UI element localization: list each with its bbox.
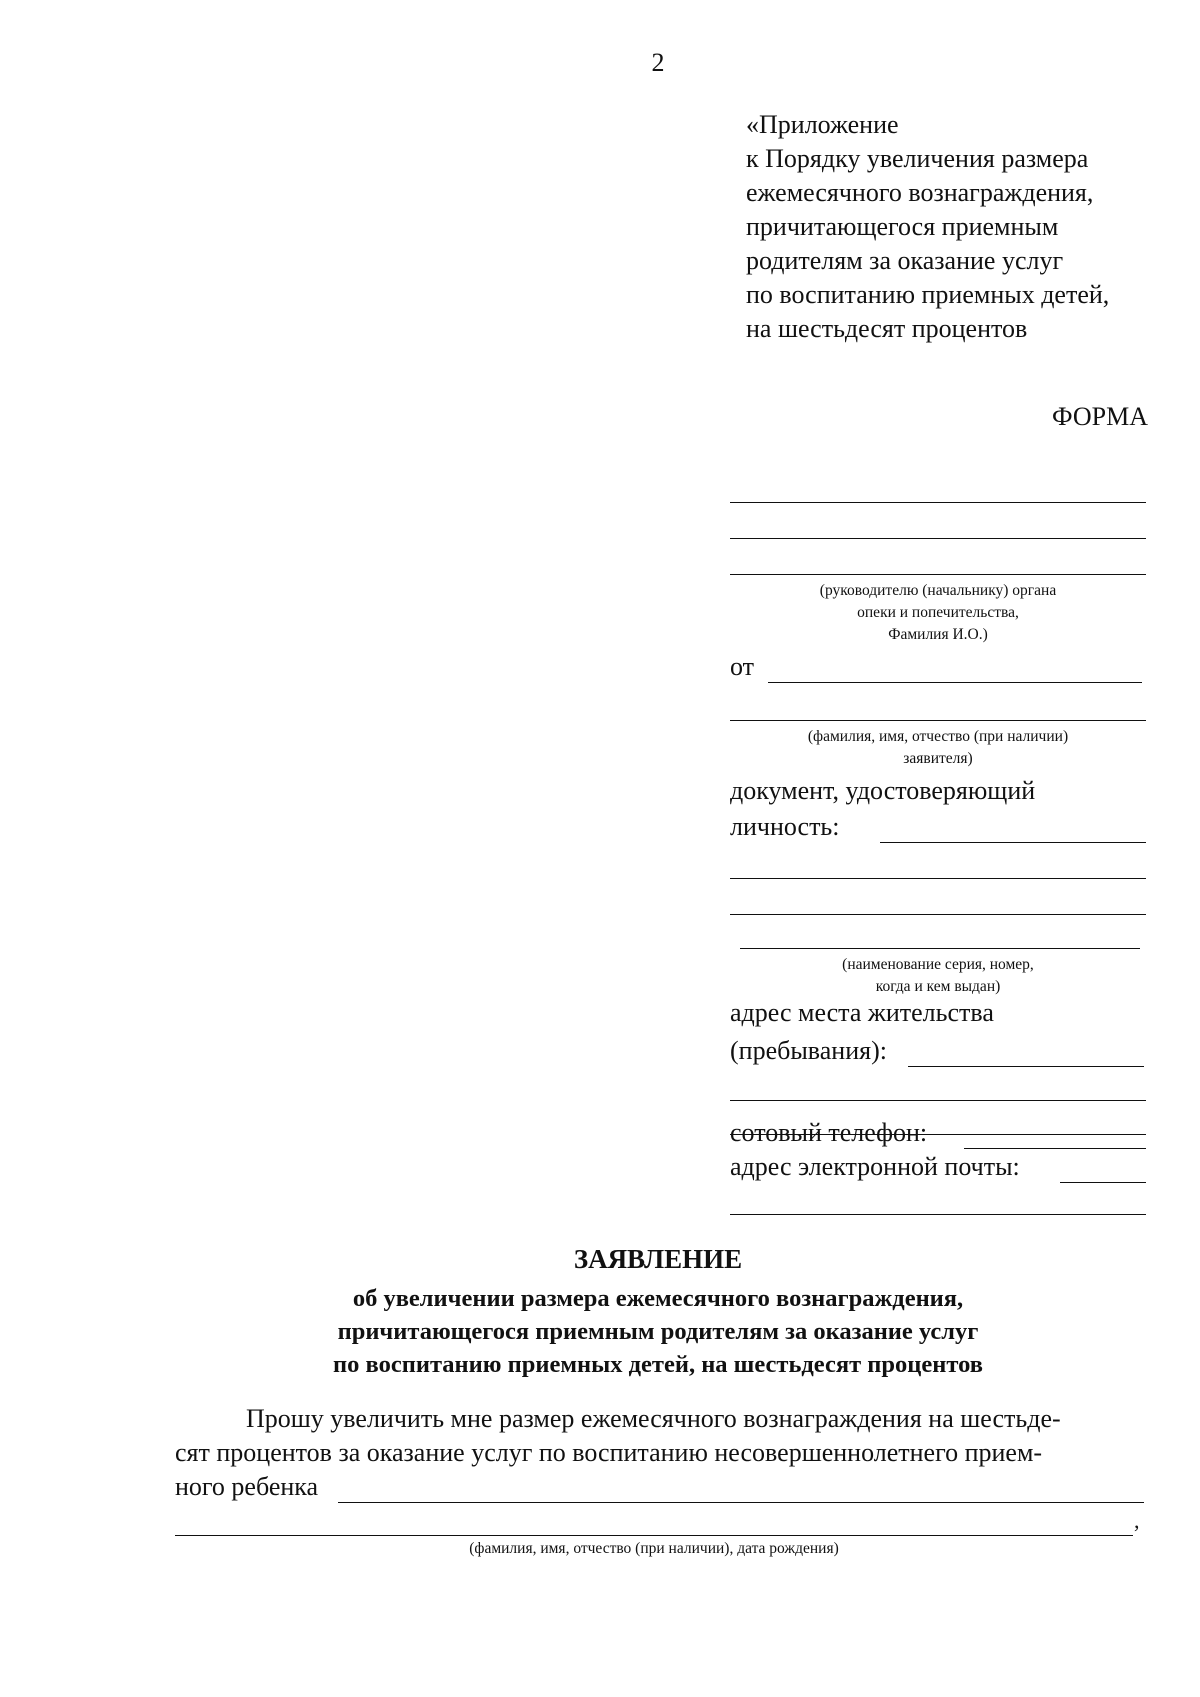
recipient-line-1[interactable] bbox=[730, 502, 1146, 503]
recipient-line-2[interactable] bbox=[730, 538, 1146, 539]
from-label: от bbox=[730, 652, 755, 681]
trailing-comma: , bbox=[1134, 1508, 1140, 1533]
id-doc-label-line1: документ, удостоверяющий bbox=[730, 776, 1036, 805]
appendix-line: причитающегося приемным bbox=[746, 212, 1059, 241]
email-line-1[interactable] bbox=[1060, 1182, 1146, 1183]
body-line-1: Прошу увеличить мне размер ежемесячного вознаграждения на шестьде- bbox=[246, 1404, 1061, 1433]
form-label: ФОРМА bbox=[1052, 402, 1148, 431]
from-line[interactable] bbox=[768, 682, 1142, 683]
id-doc-line-1[interactable] bbox=[880, 842, 1146, 843]
recipient-caption: (руководителю (начальнику) органа опеки и попечительства, Фамилия И.О.) bbox=[819, 582, 1057, 643]
appendix-line: ежемесячного вознаграждения, bbox=[746, 178, 1094, 207]
email-label: адрес электронной почты: bbox=[730, 1152, 1020, 1181]
address-line-2[interactable] bbox=[730, 1100, 1146, 1101]
child-caption: (фамилия, имя, отчество (при наличии), дата рождения) bbox=[469, 1540, 839, 1557]
address-line-1[interactable] bbox=[908, 1066, 1144, 1067]
appendix-line: «Приложение bbox=[746, 110, 899, 139]
applicant-caption: (фамилия, имя, отчество (при наличии) заявителя) bbox=[807, 728, 1069, 767]
recipient-line-3[interactable] bbox=[730, 574, 1146, 575]
id-doc-line-3[interactable] bbox=[730, 914, 1146, 915]
phone-line[interactable] bbox=[964, 1148, 1146, 1149]
document-title: ЗАЯВЛЕНИЕ bbox=[573, 1244, 743, 1274]
phone-label: сотовый телефон: bbox=[730, 1118, 928, 1147]
appendix-header bbox=[746, 108, 1109, 346]
id-doc-caption: (наименование серия, номер, когда и кем выдан) bbox=[842, 956, 1034, 995]
email-line-2[interactable] bbox=[730, 1214, 1146, 1215]
address-label-line2: (пребывания): bbox=[730, 1036, 887, 1065]
page-number: 2 bbox=[651, 48, 665, 77]
id-doc-line-4[interactable] bbox=[740, 948, 1140, 949]
appendix-line: к Порядку увеличения размера bbox=[746, 144, 1089, 173]
appendix-line: по воспитанию приемных детей, bbox=[746, 280, 1110, 309]
appendix-line: на шестьдесят процентов bbox=[746, 314, 1028, 343]
id-doc-line-2[interactable] bbox=[730, 878, 1146, 879]
document-subtitle: об увеличении размера ежемесячного вознаграждения, причитающегося приемным родителям за оказание услуг по воспитанию приемных детей, на шестьдесят процентов bbox=[333, 1285, 983, 1378]
child-name-line-2[interactable] bbox=[175, 1535, 1133, 1536]
child-name-line-1[interactable] bbox=[338, 1502, 1144, 1503]
body-line-3: ного ребенка bbox=[175, 1472, 319, 1501]
body-line-2: сят процентов за оказание услуг по воспитанию несовершеннолетнего прием- bbox=[175, 1438, 1043, 1467]
id-doc-label-line2: личность: bbox=[730, 812, 840, 841]
applicant-line[interactable] bbox=[730, 720, 1146, 721]
address-label-line1: адрес места жительства bbox=[730, 998, 994, 1027]
appendix-line: родителям за оказание услуг bbox=[746, 246, 1064, 275]
